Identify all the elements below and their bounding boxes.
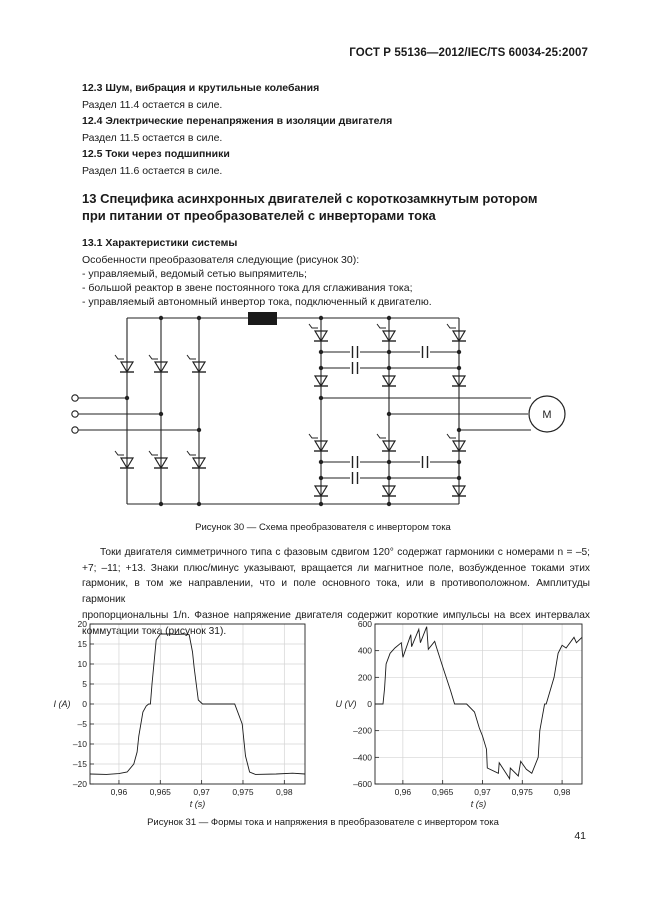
x-tick-label: 0,97 [474,787,491,797]
page-number: 41 [574,830,586,842]
x-axis-label: t (s) [189,799,206,809]
y-tick-label: –10 [72,739,87,749]
x-tick-label: 0,97 [193,787,210,797]
y-tick-label: 0 [367,699,372,709]
paragraph-line: коммутации тока (рисунок 31). [82,625,227,637]
paragraph-line: гармоник, в том же направлении, что и поле основного тока, или в противоположном. Амплитуды гармоник [82,578,590,606]
chapter-title-line: при питании от преобразователей с инверторами тока [82,208,436,223]
y-tick-label: 15 [77,639,87,649]
list-item: - управляемый, ведомый сетью выпрямитель; [82,268,307,280]
x-tick-label: 0,96 [394,787,412,797]
dc-inductor [248,312,277,325]
y-tick-label: –600 [353,779,372,789]
x-tick-label: 0,975 [511,787,533,797]
x-tick-label: 0,96 [110,787,128,797]
y-tick-label: 20 [77,619,87,629]
y-axis-label: U (V) [335,699,357,709]
section-heading-12-4: 12.4 Электрические перенапряжения в изоляции двигателя [82,115,393,127]
x-axis-label: t (s) [470,799,487,809]
chapter-title-line: 13 Специфика асинхронных двигателей с короткозамкнутым ротором [82,191,538,206]
y-axis-label: I (A) [53,699,71,709]
y-tick-label: 10 [77,659,87,669]
chapter-title [82,190,582,224]
voltage-waveform-chart [336,619,583,809]
section-heading-12-5: 12.5 Токи через подшипники [82,148,230,160]
figure-31-caption: Рисунок 31 — Формы тока и напряжения в преобразователе с инвертором тока [147,817,499,828]
y-tick-label: –400 [353,752,372,763]
y-tick-label: 0 [82,699,87,709]
list-item: - большой реактор в звене постоянного тока для сглаживания тока; [82,282,413,294]
y-tick-label: –20 [72,779,87,789]
y-tick-label: –5 [77,719,87,729]
series-line [375,627,582,779]
current-waveform-chart [54,619,306,809]
y-tick-label: 200 [357,672,372,683]
x-tick-label: 0,965 [432,787,454,797]
x-tick-label: 0,975 [232,787,254,797]
motor-label: M [542,409,552,421]
section-text-12-4: Раздел 11.5 остается в силе. [82,132,223,144]
x-tick-label: 0,98 [276,787,293,797]
y-tick-label: –15 [72,759,87,769]
y-tick-label: 600 [357,619,372,629]
y-tick-label: 400 [357,645,372,656]
running-header: ГОСТ Р 55136—2012/IEC/TS 60034-25:2007 [349,47,588,59]
section-text-12-5: Раздел 11.6 остается в силе. [82,165,223,177]
waveform-charts [0,615,646,815]
paragraph-line: +7; –11; +13. Знаки плюс/минус указывают, вращается ли магнитное поле, возбужденное токами этих [82,562,590,574]
paragraph-line: Токи двигателя симметричного типа с фазовым сдвигом 120° содержат гармоники с номерами n = –5; [100,547,590,558]
subsection-lead: Особенности преобразователя следующие (рисунок 30): [82,254,360,266]
paragraph-line: пропорциональны 1/n. Фазное напряжение двигателя содержит короткие импульсы на всех интервалах [82,609,590,621]
subsection-heading-13-1: 13.1 Характеристики системы [82,237,238,249]
y-tick-label: –200 [353,725,372,736]
x-tick-label: 0,965 [149,787,171,797]
x-tick-label: 0,98 [553,787,571,797]
section-text-12-3: Раздел 11.4 остается в силе. [82,99,223,111]
section-heading-12-3: 12.3 Шум, вибрация и крутильные колебания [82,82,320,94]
converter-schematic [0,300,646,520]
list-item: - управляемый автономный инвертор тока, подключенный к двигателю. [82,296,432,308]
y-tick-label: 5 [82,679,87,689]
figure-30-caption: Рисунок 30 — Схема преобразователя с инвертором тока [195,522,451,533]
